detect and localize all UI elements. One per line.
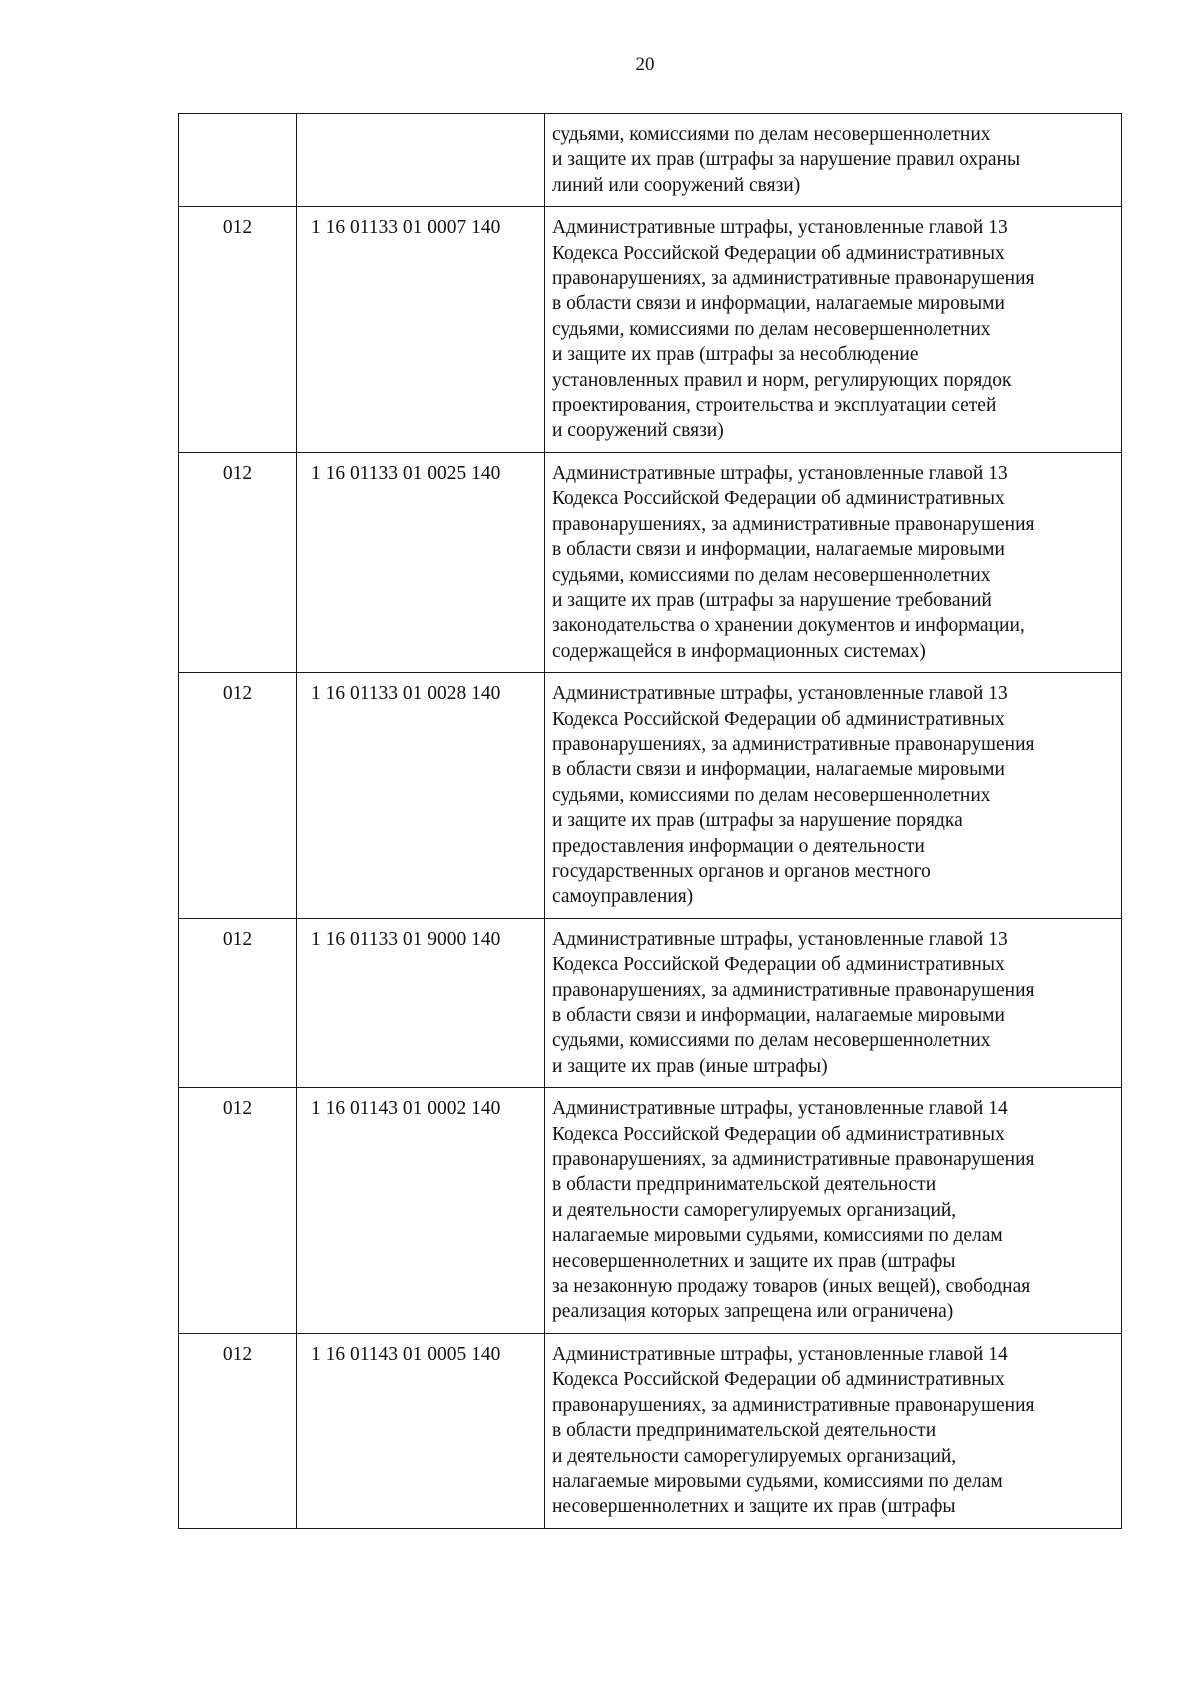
description-line: и защите их прав (штрафы за нарушение требований [552,589,992,611]
description-line: в области связи и информации, налагаемые мировыми [552,1005,1005,1026]
description-line: Административные штрафы, установленные главой 13 [552,462,1008,484]
description-cell [545,452,1122,672]
description-line: судьями, комиссиями по делам несовершеннолетних [552,784,991,806]
classification-code-cell: 1 16 01143 01 0005 140 [297,1333,545,1528]
description-line: правонарушениях, за административные правонарушения [552,979,1035,1001]
description-line: в области предпринимательской деятельности [552,1174,937,1196]
classification-code-cell: 1 16 01133 01 0007 140 [297,207,545,453]
description-line: в области связи и информации, налагаемые мировыми [552,539,1005,561]
admin-code-cell: 012 [179,918,297,1087]
description-line: и деятельности саморегулируемых организаций, [552,1445,957,1467]
table-row [179,114,1122,207]
description-line: и сооружений связи) [552,420,724,442]
table-row [179,918,1122,1087]
page-number: 20 [635,54,655,75]
description-line: в области связи и информации, налагаемые мировыми [552,293,1005,315]
description-line: и защите их прав (штрафы за нарушение порядка [552,810,963,832]
description-line: Административные штрафы, установленные главой 14 [552,1343,1008,1365]
description-line: несовершеннолетних и защите их прав (штрафы [552,1496,956,1518]
description-line: в области предпринимательской деятельности [552,1420,937,1442]
description-line: установленных правил и норм, регулирующих порядок [552,369,1012,391]
description-line: Кодекса Российской Федерации об административных [552,1369,1005,1391]
admin-code-cell [179,114,297,207]
description-line: правонарушениях, за административные правонарушения [552,1394,1035,1416]
description-line: и защите их прав (штрафы за несоблюдение [552,344,919,366]
fines-table [178,113,1122,1529]
description-line: за незаконную продажу товаров (иных вещей), свободная [552,1276,1031,1298]
description-line: Кодекса Российской Федерации об административных [552,708,1005,730]
admin-code-cell: 012 [179,1333,297,1528]
description-cell [545,918,1122,1087]
table-row [179,207,1122,453]
admin-code-cell: 012 [179,1088,297,1334]
description-line: Кодекса Российской Федерации об административных [552,954,1005,976]
description-line: Административные штрафы, установленные главой 13 [552,683,1008,705]
classification-code-cell: 1 16 01143 01 0002 140 [297,1088,545,1334]
description-cell [545,114,1122,207]
description-line: и деятельности саморегулируемых организаций, [552,1199,957,1221]
description-line: Кодекса Российской Федерации об административных [552,488,1005,510]
description-line: законодательства о хранении документов и информации, [552,615,1025,637]
description-line: правонарушениях, за административные правонарушения [552,733,1035,755]
description-line: налагаемые мировыми судьями, комиссиями по делам [552,1470,1003,1492]
classification-code-cell: 1 16 01133 01 9000 140 [297,918,545,1087]
table-row [179,1333,1122,1528]
admin-code-cell: 012 [179,207,297,453]
description-line: Административные штрафы, установленные главой 13 [552,928,1008,950]
table-row [179,1088,1122,1334]
description-line: реализация которых запрещена или ограничена) [552,1301,954,1323]
description-line: Административные штрафы, установленные главой 13 [552,217,1008,239]
description-cell [545,1088,1122,1334]
description-line: самоуправления) [552,886,694,908]
description-line: проектирования, строительства и эксплуатации сетей [552,395,997,417]
admin-code-cell: 012 [179,452,297,672]
description-cell [545,1333,1122,1528]
description-line: Административные штрафы, установленные главой 14 [552,1098,1008,1120]
description-line: несовершеннолетних и защите их прав (штрафы [552,1250,956,1272]
description-line: судьями, комиссиями по делам несовершеннолетних [552,564,991,586]
description-line: и защите их прав (штрафы за нарушение правил охраны [552,149,1021,171]
description-line: содержащейся в информационных системах) [552,640,926,662]
table-row [179,452,1122,672]
description-line: Кодекса Российской Федерации об административных [552,242,1005,264]
classification-code-cell: 1 16 01133 01 0028 140 [297,673,545,919]
description-line: линий или сооружений связи) [552,174,801,196]
description-line: правонарушениях, за административные правонарушения [552,513,1035,535]
description-line: правонарушениях, за административные правонарушения [552,268,1035,290]
classification-code-cell: 1 16 01133 01 0025 140 [297,452,545,672]
description-line: судьями, комиссиями по делам несовершеннолетних [552,124,991,145]
description-line: налагаемые мировыми судьями, комиссиями по делам [552,1225,1003,1247]
description-cell [545,673,1122,919]
admin-code-cell: 012 [179,673,297,919]
description-line: правонарушениях, за административные правонарушения [552,1149,1035,1171]
description-line: в области связи и информации, налагаемые мировыми [552,759,1005,781]
table-row [179,673,1122,919]
description-line: Кодекса Российской Федерации об административных [552,1123,1005,1145]
description-line: предоставления информации о деятельности [552,835,925,857]
description-line: судьями, комиссиями по делам несовершеннолетних [552,318,991,340]
classification-code-cell [297,114,545,207]
description-line: государственных органов и органов местного [552,860,931,882]
description-line: и защите их прав (иные штрафы) [552,1055,828,1077]
description-line: судьями, комиссиями по делам несовершеннолетних [552,1030,991,1052]
description-cell [545,207,1122,453]
